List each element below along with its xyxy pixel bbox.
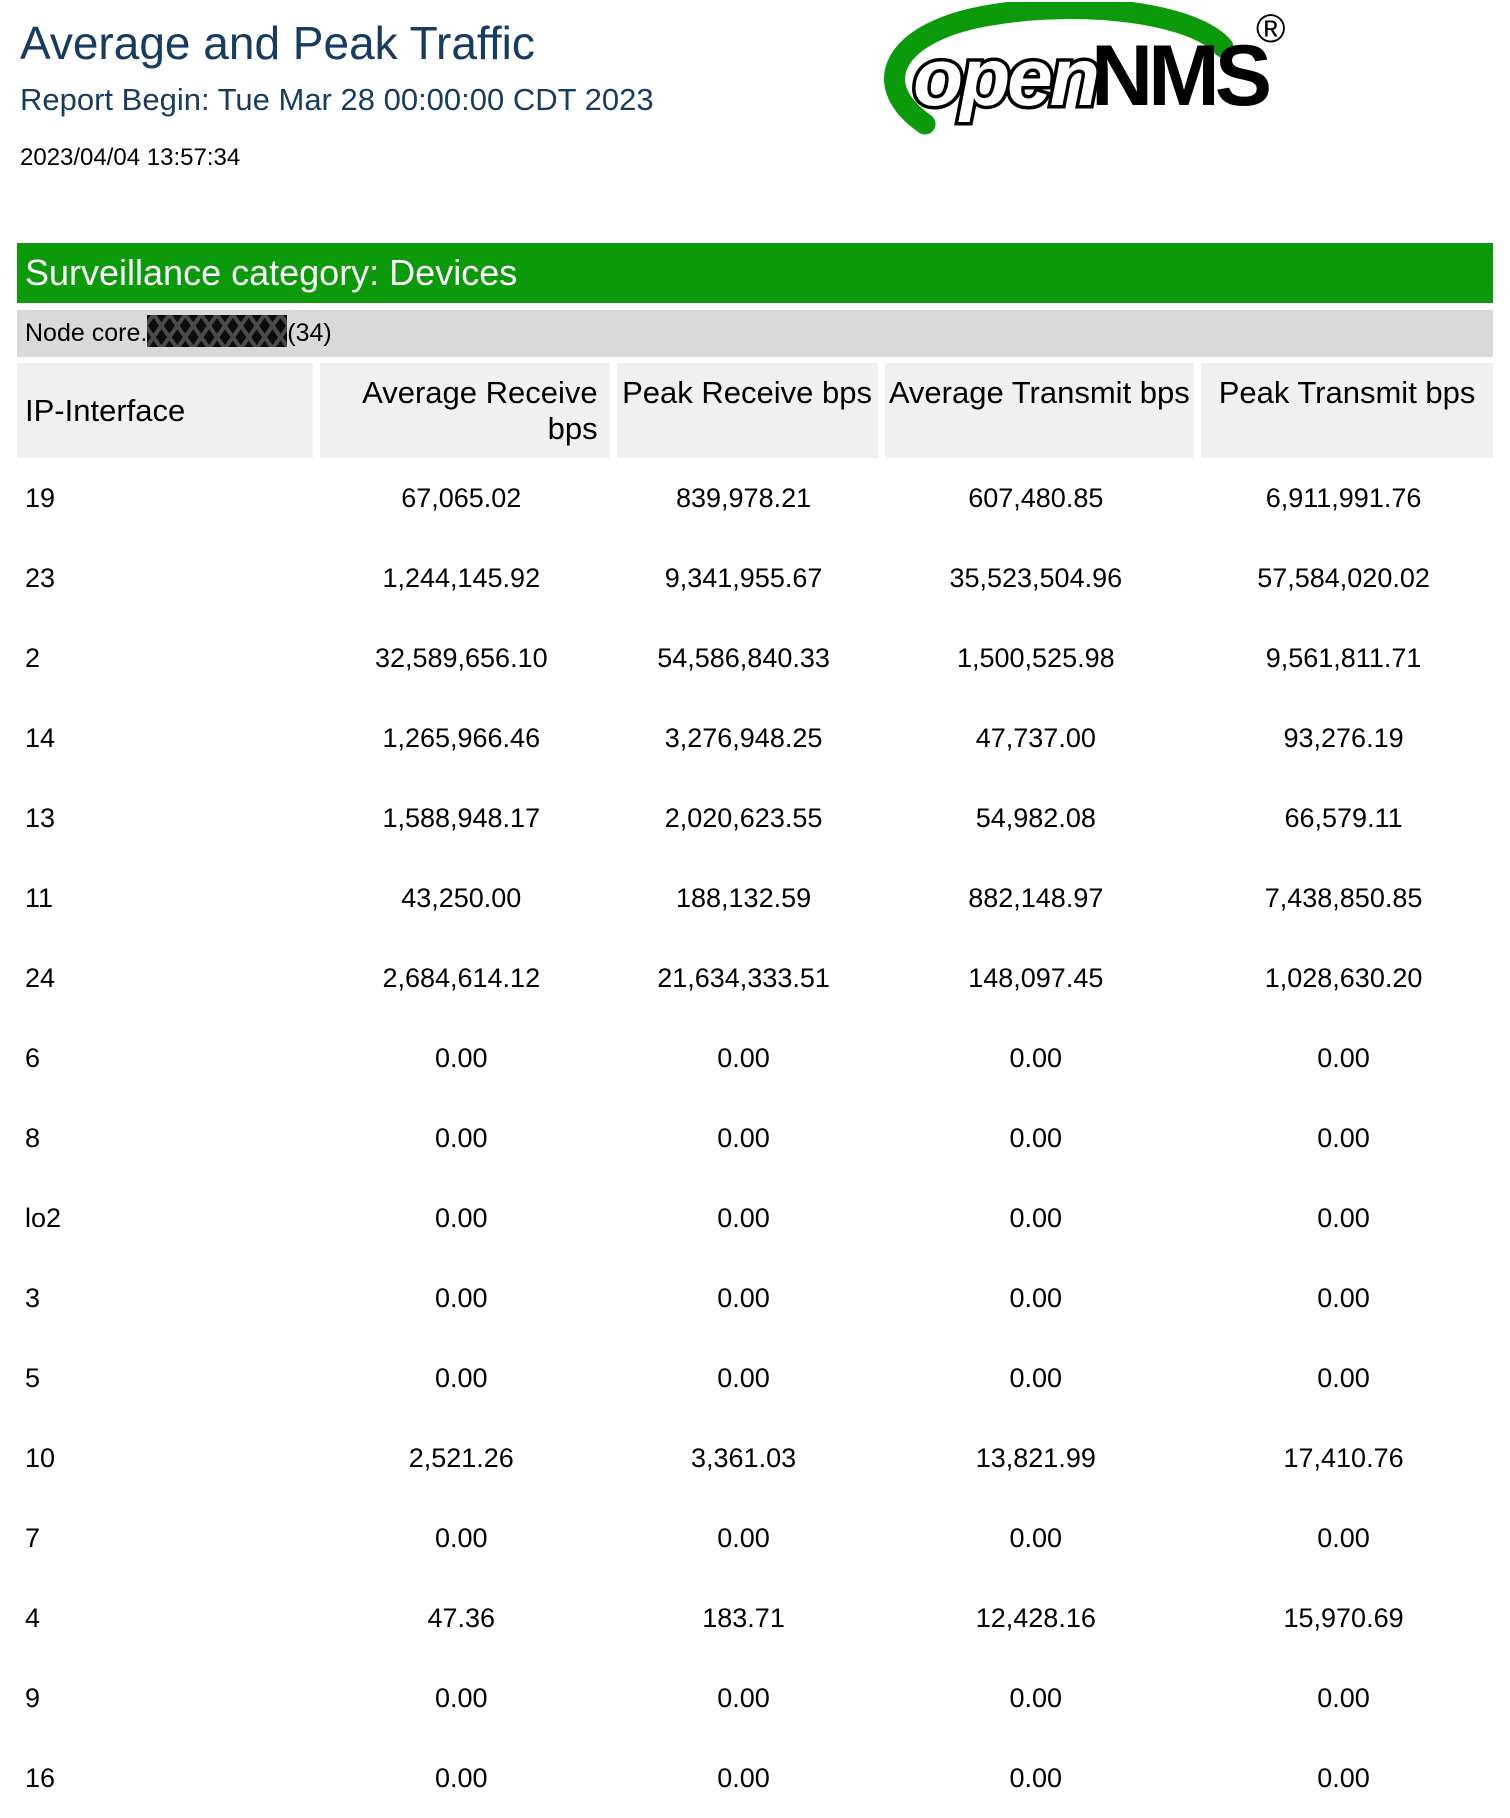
table-row xyxy=(17,1018,1493,1098)
cell-average-transmit: 12,428.16 xyxy=(878,1578,1195,1658)
cell-average-receive: 0.00 xyxy=(313,1338,610,1418)
cell-interface: 6 xyxy=(17,1018,313,1098)
cell-peak-receive: 0.00 xyxy=(610,1258,878,1338)
cell-average-receive: 0.00 xyxy=(313,1178,610,1258)
column-header-peak-transmit: Peak Transmit bps xyxy=(1194,363,1493,458)
cell-average-transmit: 0.00 xyxy=(878,1178,1195,1258)
cell-peak-transmit: 57,584,020.02 xyxy=(1194,538,1493,618)
cell-peak-receive: 0.00 xyxy=(610,1738,878,1818)
cell-peak-receive: 0.00 xyxy=(610,1018,878,1098)
cell-average-transmit: 0.00 xyxy=(878,1738,1195,1818)
table-row xyxy=(17,538,1493,618)
cell-average-transmit: 148,097.45 xyxy=(878,938,1195,1018)
table-row xyxy=(17,618,1493,698)
table-row xyxy=(17,458,1493,538)
cell-peak-receive: 183.71 xyxy=(610,1578,878,1658)
cell-average-receive: 0.00 xyxy=(313,1738,610,1818)
cell-average-transmit: 0.00 xyxy=(878,1258,1195,1338)
cell-interface: 11 xyxy=(17,858,313,938)
cell-average-transmit: 0.00 xyxy=(878,1498,1195,1578)
node-bar xyxy=(17,310,1493,357)
cell-peak-transmit: 1,028,630.20 xyxy=(1194,938,1493,1018)
cell-peak-receive: 0.00 xyxy=(610,1178,878,1258)
table-row xyxy=(17,1578,1493,1658)
report-header xyxy=(17,0,1493,243)
cell-peak-receive: 0.00 xyxy=(610,1338,878,1418)
traffic-table xyxy=(17,363,1493,1818)
page-title: Average and Peak Traffic xyxy=(20,17,535,69)
cell-peak-receive: 9,341,955.67 xyxy=(610,538,878,618)
cell-average-receive: 0.00 xyxy=(313,1258,610,1338)
cell-average-transmit: 1,500,525.98 xyxy=(878,618,1195,698)
cell-peak-receive: 0.00 xyxy=(610,1098,878,1178)
cell-peak-receive: 21,634,333.51 xyxy=(610,938,878,1018)
cell-interface: 8 xyxy=(17,1098,313,1178)
cell-average-receive: 0.00 xyxy=(313,1018,610,1098)
cell-average-receive: 1,588,948.17 xyxy=(313,778,610,858)
surveillance-category-banner: Surveillance category: Devices xyxy=(17,243,1493,303)
table-row xyxy=(17,1498,1493,1578)
table-row xyxy=(17,1418,1493,1498)
cell-peak-receive: 0.00 xyxy=(610,1658,878,1738)
cell-peak-transmit: 0.00 xyxy=(1194,1338,1493,1418)
cell-peak-transmit: 17,410.76 xyxy=(1194,1418,1493,1498)
table-row xyxy=(17,1178,1493,1258)
table-row xyxy=(17,698,1493,778)
column-header-average-transmit: Average Transmit bps xyxy=(878,363,1195,458)
cell-interface: 5 xyxy=(17,1338,313,1418)
cell-peak-transmit: 0.00 xyxy=(1194,1018,1493,1098)
cell-peak-receive: 0.00 xyxy=(610,1498,878,1578)
cell-average-receive: 0.00 xyxy=(313,1498,610,1578)
cell-peak-transmit: 66,579.11 xyxy=(1194,778,1493,858)
traffic-table-header xyxy=(17,363,1493,458)
cell-average-receive: 32,589,656.10 xyxy=(313,618,610,698)
cell-peak-transmit: 0.00 xyxy=(1194,1178,1493,1258)
cell-average-receive: 2,684,614.12 xyxy=(313,938,610,1018)
cell-average-transmit: 13,821.99 xyxy=(878,1418,1195,1498)
cell-average-transmit: 0.00 xyxy=(878,1338,1195,1418)
redacted-node-name xyxy=(147,315,287,347)
table-row xyxy=(17,1338,1493,1418)
cell-interface: 13 xyxy=(17,778,313,858)
column-header-average-receive: Average Receive bps xyxy=(313,363,610,458)
table-row xyxy=(17,938,1493,1018)
cell-average-receive: 2,521.26 xyxy=(313,1418,610,1498)
cell-interface: 19 xyxy=(17,458,313,538)
cell-peak-receive: 188,132.59 xyxy=(610,858,878,938)
cell-average-transmit: 54,982.08 xyxy=(878,778,1195,858)
cell-interface: 10 xyxy=(17,1418,313,1498)
cell-average-receive: 47.36 xyxy=(313,1578,610,1658)
cell-interface: 7 xyxy=(17,1498,313,1578)
logo-word-open: open xyxy=(913,32,1097,123)
table-row xyxy=(17,778,1493,858)
column-header-ip-interface: IP-Interface xyxy=(17,363,313,458)
cell-interface: 2 xyxy=(17,618,313,698)
table-row xyxy=(17,1258,1493,1338)
cell-peak-transmit: 0.00 xyxy=(1194,1658,1493,1738)
cell-average-receive: 67,065.02 xyxy=(313,458,610,538)
table-row xyxy=(17,1658,1493,1738)
cell-peak-transmit: 0.00 xyxy=(1194,1258,1493,1338)
logo-word-nms: NMS xyxy=(1091,28,1268,124)
cell-peak-transmit: 9,561,811.71 xyxy=(1194,618,1493,698)
logo-registered-mark: ® xyxy=(1256,7,1286,51)
cell-peak-transmit: 7,438,850.85 xyxy=(1194,858,1493,938)
cell-peak-transmit: 6,911,991.76 xyxy=(1194,458,1493,538)
node-interface-count: (34) xyxy=(287,319,332,347)
opennms-logo xyxy=(873,2,1293,136)
cell-interface: 4 xyxy=(17,1578,313,1658)
cell-peak-receive: 2,020,623.55 xyxy=(610,778,878,858)
node-label-prefix: Node core. xyxy=(25,319,148,347)
cell-interface: 16 xyxy=(17,1738,313,1818)
cell-peak-transmit: 0.00 xyxy=(1194,1098,1493,1178)
cell-average-receive: 43,250.00 xyxy=(313,858,610,938)
cell-peak-transmit: 0.00 xyxy=(1194,1498,1493,1578)
cell-peak-transmit: 0.00 xyxy=(1194,1738,1493,1818)
cell-interface: 14 xyxy=(17,698,313,778)
traffic-table-body xyxy=(17,458,1493,1818)
cell-interface: lo2 xyxy=(17,1178,313,1258)
spacer xyxy=(17,303,1493,310)
column-header-peak-receive: Peak Receive bps xyxy=(610,363,878,458)
cell-average-transmit: 0.00 xyxy=(878,1098,1195,1178)
report-begin-subtitle: Report Begin: Tue Mar 28 00:00:00 CDT 2023 xyxy=(20,82,654,117)
cell-average-receive: 0.00 xyxy=(313,1658,610,1738)
cell-interface: 9 xyxy=(17,1658,313,1738)
cell-interface: 24 xyxy=(17,938,313,1018)
cell-interface: 23 xyxy=(17,538,313,618)
cell-average-receive: 1,244,145.92 xyxy=(313,538,610,618)
cell-peak-receive: 839,978.21 xyxy=(610,458,878,538)
cell-average-transmit: 0.00 xyxy=(878,1658,1195,1738)
table-row xyxy=(17,1738,1493,1818)
cell-average-transmit: 882,148.97 xyxy=(878,858,1195,938)
cell-average-receive: 0.00 xyxy=(313,1098,610,1178)
cell-average-transmit: 0.00 xyxy=(878,1018,1195,1098)
cell-peak-transmit: 93,276.19 xyxy=(1194,698,1493,778)
cell-average-transmit: 607,480.85 xyxy=(878,458,1195,538)
cell-peak-receive: 3,361.03 xyxy=(610,1418,878,1498)
cell-interface: 3 xyxy=(17,1258,313,1338)
cell-peak-receive: 54,586,840.33 xyxy=(610,618,878,698)
cell-peak-receive: 3,276,948.25 xyxy=(610,698,878,778)
table-row xyxy=(17,858,1493,938)
cell-peak-transmit: 15,970.69 xyxy=(1194,1578,1493,1658)
cell-average-transmit: 47,737.00 xyxy=(878,698,1195,778)
report-generated-timestamp: 2023/04/04 13:57:34 xyxy=(20,144,241,171)
cell-average-receive: 1,265,966.46 xyxy=(313,698,610,778)
cell-average-transmit: 35,523,504.96 xyxy=(878,538,1195,618)
table-row xyxy=(17,1098,1493,1178)
